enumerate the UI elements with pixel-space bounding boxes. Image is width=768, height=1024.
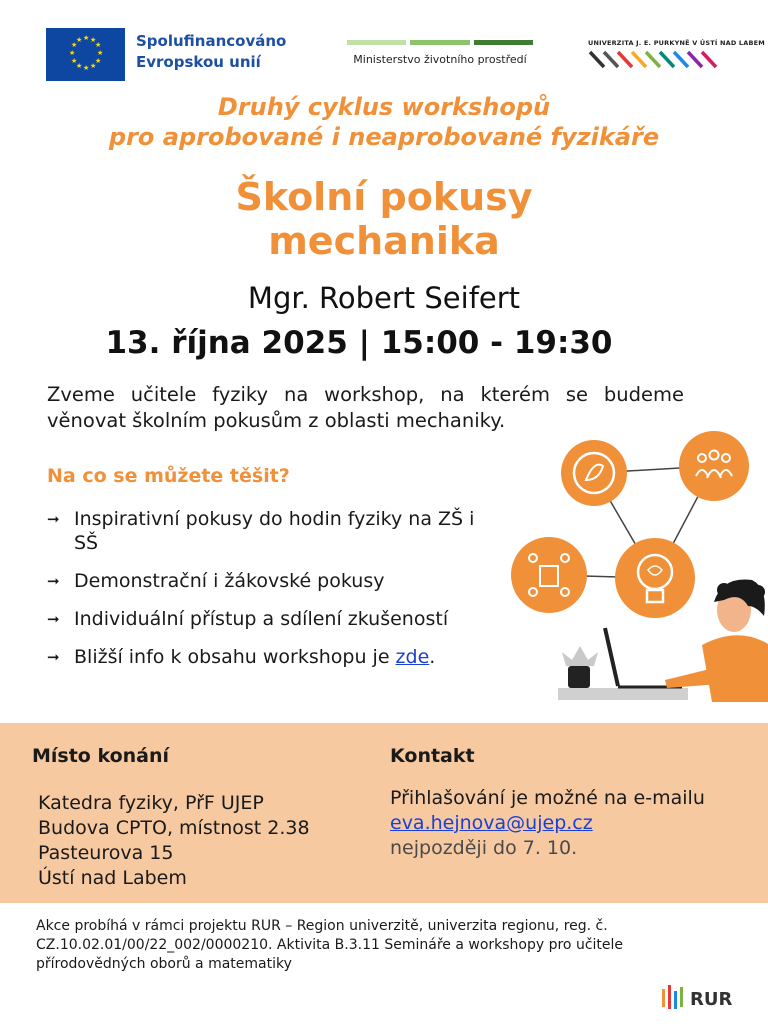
svg-text:RUR: RUR [690,989,733,1010]
ministry-logo-text: Ministerstvo životního prostředí [353,53,527,66]
plant-pot-icon [562,646,598,688]
svg-text:★: ★ [76,62,83,70]
project-footer: Akce probíhá v rámci projektu RUR – Region univerzitě, univerzita regionu, reg. č. CZ.10.02.01/00/22_002/0000210. Aktivita B.3.11 Semináře a workshopy pro učitele přírodovědných oborů a matematiky [36,918,624,972]
event-title: Školní pokusy mechanika [235,175,533,263]
people-group-icon [679,431,749,501]
university-logo-text: UNIVERZITA J. E. PURKYNĚ V ÚSTÍ NAD LABEM [588,39,765,47]
lightbulb-brain-icon [615,538,695,618]
benefits-list [47,507,487,683]
list-item: ➞ Individuální přístup a sdílení zkušeností [47,608,449,630]
contact-deadline: nejpozději do 7. 10. [390,837,578,859]
university-logo-stripes [588,49,718,71]
arrow-bullet-icon: ➞ [47,610,60,628]
arrow-bullet-icon: ➞ [47,510,60,528]
svg-text:★: ★ [95,57,102,65]
svg-text:★: ★ [69,49,76,57]
intro-paragraph: Zveme učitele fyziky na workshop, na kterém se budeme věnovat školním pokusům z oblasti mechaniky. [47,383,684,432]
contact-heading: Kontakt [390,745,475,767]
venue-address [38,791,310,891]
svg-text:★: ★ [90,62,97,70]
more-info-link[interactable]: zde [395,646,430,668]
laptop-icon [605,628,682,687]
eu-logo-text: Spolufinancováno Evropskou unií [136,32,287,71]
building-network-icon [511,537,587,613]
svg-text:★: ★ [90,36,97,44]
svg-text:★: ★ [83,34,90,42]
event-datetime: 13. října 2025 | 15:00 - 19:30 [105,325,613,361]
ministry-logo-bars [347,40,533,45]
event-subtitle: Druhý cyklus workshopů pro aprobované i neaprobované fyzikáře [108,93,660,151]
venue-line: Pasteurova 15 [38,842,174,864]
list-item: ➞ Demonstrační i žákovské pokusy [47,570,385,592]
svg-text:★: ★ [97,49,104,57]
contact-email-link[interactable]: eva.hejnova@ujep.cz [390,812,593,834]
venue-line: Ústí nad Labem [38,867,187,889]
eu-flag-icon [46,28,125,81]
rur-logo-icon [660,983,740,1017]
list-item: ➞ Bližší info k obsahu workshopu je zde. [47,646,436,668]
svg-text:★: ★ [83,64,90,72]
contact-text: Přihlašování je možné na e-mailu [390,787,705,809]
venue-heading: Místo konání [32,745,170,767]
recycle-leaf-icon [561,440,627,506]
arrow-bullet-icon: ➞ [47,648,60,666]
svg-text:★: ★ [76,36,83,44]
venue-line: Budova CPTO, místnost 2.38 [38,817,310,839]
venue-line: Katedra fyziky, PřF UJEP [38,792,264,814]
arrow-bullet-icon: ➞ [47,572,60,590]
contact-info [390,786,705,861]
svg-text:★: ★ [71,41,78,49]
lecturer-name: Mgr. Robert Seifert [247,281,521,315]
workshop-illustration [502,430,768,710]
desk [558,688,688,700]
svg-text:★: ★ [95,41,102,49]
benefits-heading: Na co se můžete těšit? [47,465,290,487]
list-item: ➞ Inspirativní pokusy do hodin fyziky na ZŠ i SŠ [47,508,475,554]
svg-text:★: ★ [71,57,78,65]
